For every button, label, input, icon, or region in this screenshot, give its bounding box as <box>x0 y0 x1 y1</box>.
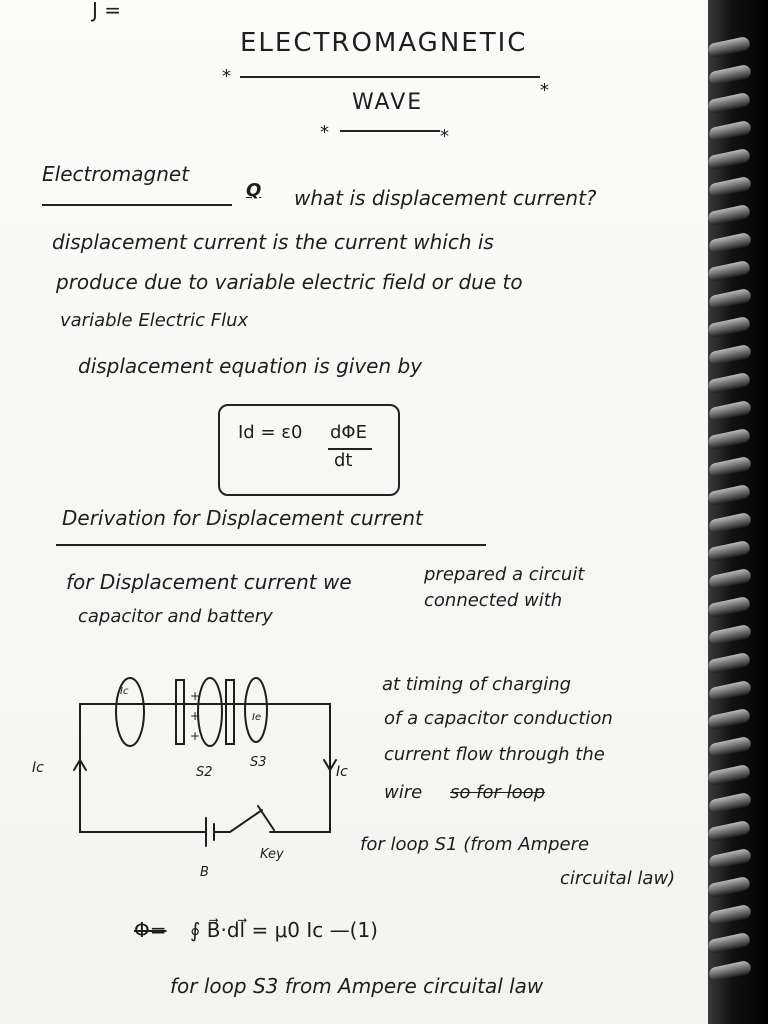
note-line-4a: wire <box>384 782 423 803</box>
note-line-3: current flow through the <box>384 744 605 765</box>
capacitor-plus-signs: + <box>190 709 201 723</box>
star-mark: * <box>222 66 231 87</box>
top-scribble: J = <box>92 0 122 22</box>
key-switch <box>214 806 274 832</box>
battery-label: B <box>200 865 209 880</box>
circuit-diagram <box>30 660 360 900</box>
answer-line-2: produce due to variable electric field or due to <box>56 270 523 294</box>
title-line-1: ELECTROMAGNETIC <box>240 28 528 58</box>
derivation-underline <box>56 544 486 546</box>
loop-label-ic: Ic <box>120 686 129 697</box>
current-label-right: Ic <box>336 764 348 780</box>
equation-box <box>218 404 400 496</box>
derivation-heading: Derivation for Displacement current <box>62 506 423 530</box>
s2-label: S2 <box>196 765 213 780</box>
footer-line: for loop S3 from Ampere circuital law <box>170 974 544 998</box>
surface-s3 <box>245 678 267 742</box>
equation-denominator: dt <box>334 450 353 471</box>
star-mark: * <box>320 122 329 143</box>
note-line-6: circuital law) <box>560 868 676 889</box>
capacitor-plate-left <box>176 680 184 744</box>
derivation-line-1c: connected with <box>424 590 563 611</box>
loop-label-ie: Ie <box>252 712 262 723</box>
subtitle-underline <box>340 130 440 132</box>
equation-numerator: dΦE <box>330 422 367 443</box>
note-line-1: at timing of charging <box>382 674 572 695</box>
derivation-line-1b: prepared a circuit <box>424 564 585 585</box>
integral-equation: ∮ B⃗·dl⃗ = μ0 Ic —(1) <box>190 918 378 942</box>
equation-lhs: Id = ε0 <box>238 422 303 443</box>
topic-underline <box>42 204 232 206</box>
integral-struck: Φ= <box>134 918 167 942</box>
star-mark: * <box>540 80 549 101</box>
note-line-5: for loop S1 (from Ampere <box>360 834 590 855</box>
derivation-line-2: capacitor and battery <box>78 606 273 627</box>
s3-label: S3 <box>250 755 267 770</box>
title-underline <box>240 76 540 78</box>
topic-label: Electromagnet <box>42 162 190 186</box>
capacitor-plate-right <box>226 680 234 744</box>
derivation-line-1a: for Displacement current we <box>66 570 352 594</box>
question-marker: Q <box>246 180 262 201</box>
title-line-2: WAVE <box>352 90 424 115</box>
star-mark: * <box>440 126 449 147</box>
capacitor-plus-signs: + <box>190 729 201 743</box>
note-line-2: of a capacitor conduction <box>384 708 613 729</box>
surface-s2 <box>198 678 222 746</box>
answer-line-3: variable Electric Flux <box>60 310 249 331</box>
capacitor-plus-signs: + <box>190 689 201 703</box>
question-text: what is displacement current? <box>294 186 597 210</box>
answer-line-4: displacement equation is given by <box>78 354 423 378</box>
note-line-4b-struck: so for loop <box>450 782 546 803</box>
key-label: Key <box>260 847 284 862</box>
current-label-left: Ic <box>32 760 44 776</box>
answer-line-1: displacement current is the current which is <box>52 230 494 254</box>
